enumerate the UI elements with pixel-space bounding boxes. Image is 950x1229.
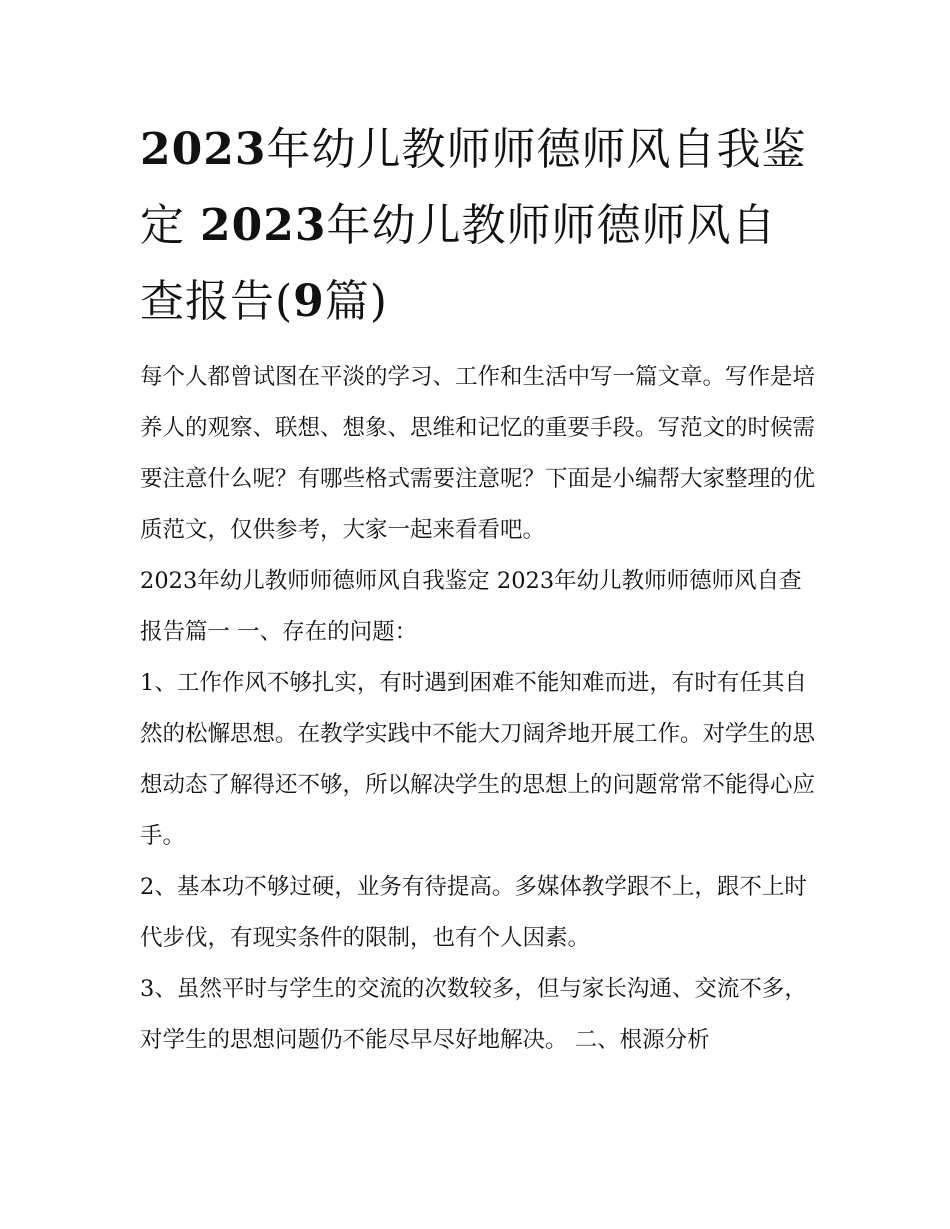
intro-paragraph: 每个人都曾试图在平淡的学习、工作和生活中写一篇文章。写作是培养人的观察、联想、想象、思维和记忆的重要手段。写范文的时候需要注意什么呢？有哪些格式需要注意呢？下面是小编帮大家整理的优质范文，仅供参考，大家一起来看看吧。	[140, 364, 816, 543]
list-item-1: 1、工作作风不够扎实，有时遇到困难不能知难而进，有时有任其自然的松懈思想。在教学实践中不能大刀阔斧地开展工作。对学生的思想动态了解得还不够，所以解决学生的思想上的问题常常不能得心应手。	[140, 670, 816, 849]
document-body	[140, 352, 816, 1066]
document-title: 2023年幼儿教师师德师风自我鉴定 2023年幼儿教师师德师风自查报告(9篇)	[140, 124, 807, 327]
title-number: 9	[293, 276, 325, 327]
list-item-2: 2、基本功不够过硬，业务有待提高。多媒体教学跟不上，跟不上时代步伐，有现实条件的限制，也有个人因素。	[140, 874, 807, 951]
section-heading-paragraph: 2023年幼儿教师师德师风自我鉴定 2023年幼儿教师师德师风自查报告篇一 一、存在的问题：	[140, 568, 802, 645]
title-number: 2023	[200, 200, 327, 251]
title-number: 2023	[140, 124, 267, 175]
list-item-3: 3、虽然平时与学生的交流的次数较多，但与家长沟通、交流不多，对学生的思想问题仍不能尽早尽好地解决。 二、根源分析	[140, 976, 807, 1053]
document-content	[140, 112, 816, 1066]
